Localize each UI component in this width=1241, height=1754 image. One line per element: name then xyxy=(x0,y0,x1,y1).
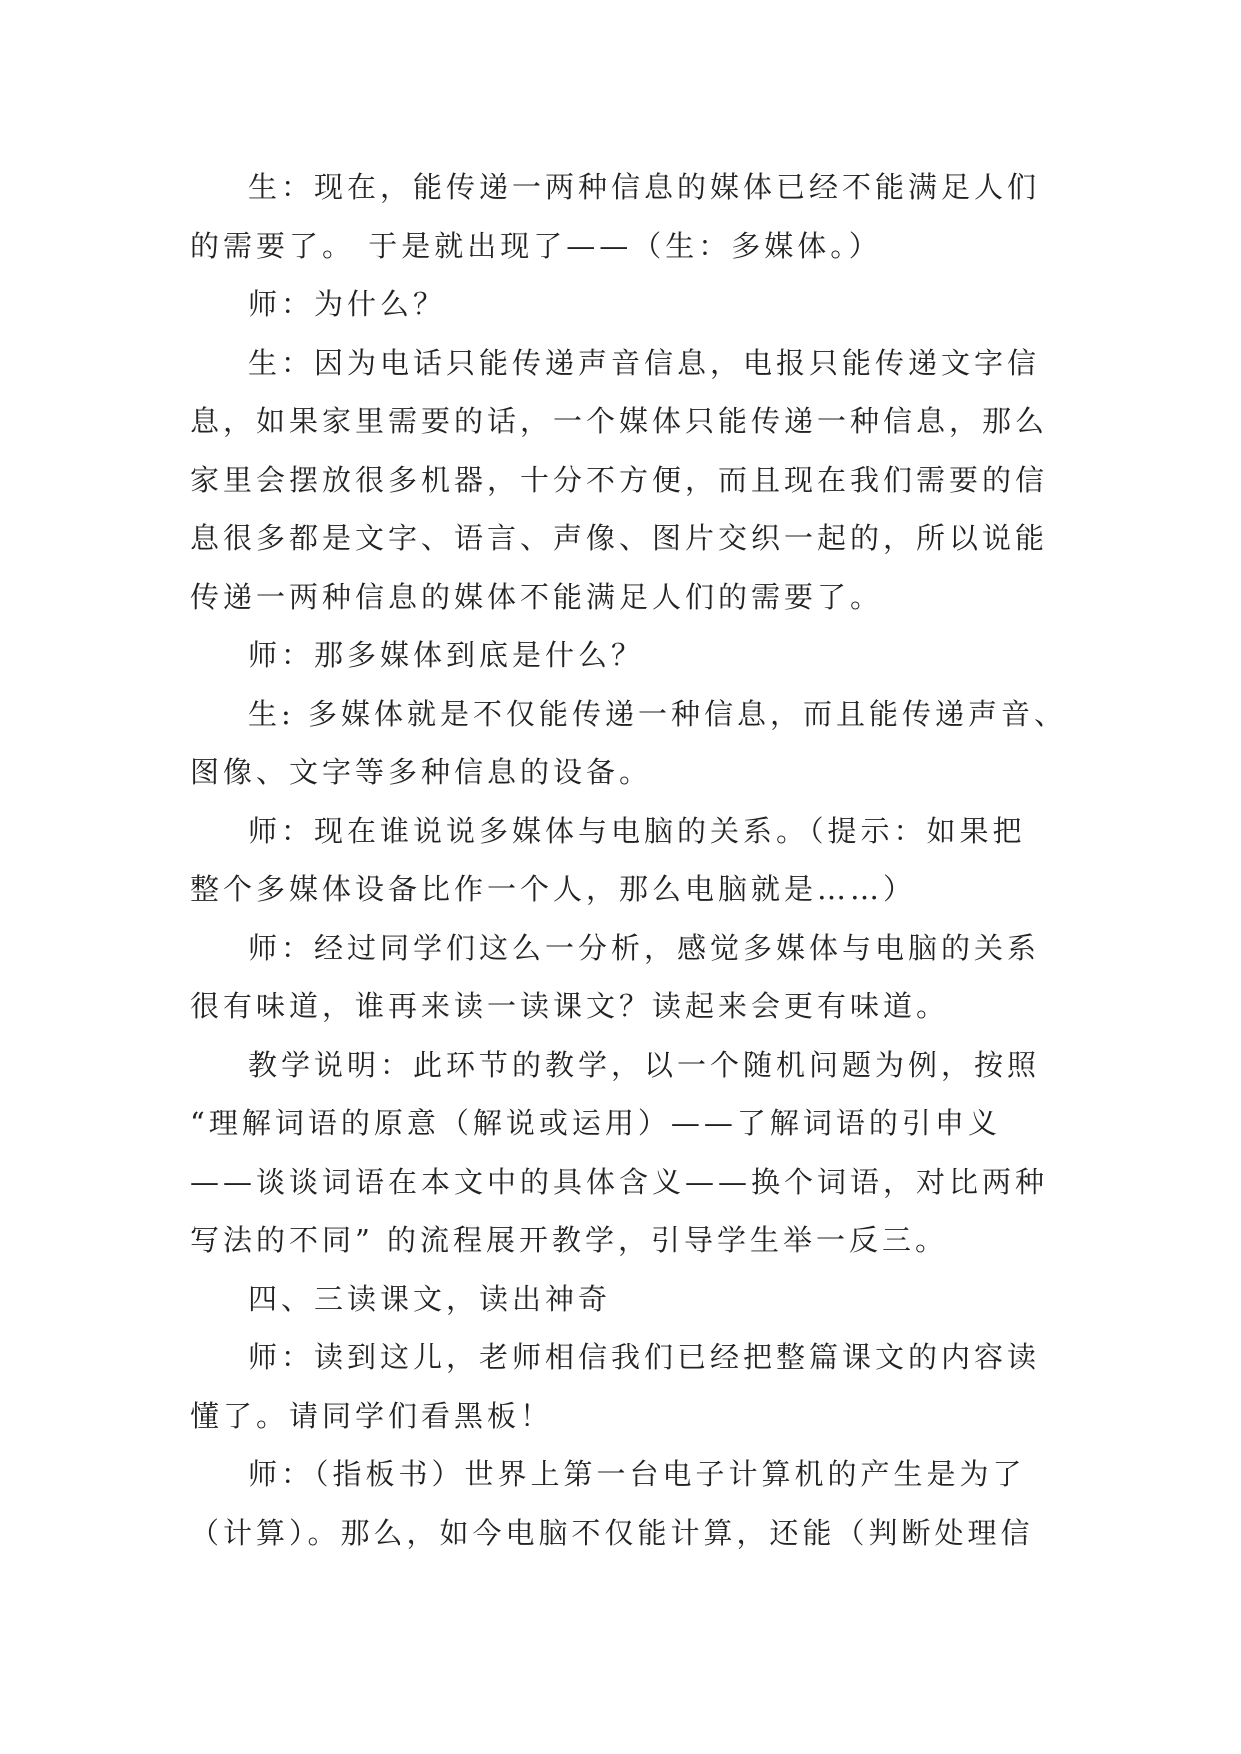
text-line: 息很多都是文字、语言、声像、图片交织一起的，所以说能 xyxy=(190,521,1049,555)
document-body xyxy=(190,158,1067,1562)
text-line: 生: 多媒体就是不仅能传递一种信息，而且能传递声音、 xyxy=(248,696,1067,731)
text-line: ——谈谈词语在本文中的具体含义——换个词语，对比两种 xyxy=(190,1164,1049,1199)
paragraph-teacher-board-notes xyxy=(190,1445,1050,1562)
text-line: 生：因为电话只能传递声音信息，电报只能传递文字信 xyxy=(248,345,1041,380)
text-line: 写法的不同” 的流程展开教学，引导学生举一反三。 xyxy=(190,1223,949,1257)
text-line: 的需要了。 于是就出现了——（生：多媒体。） xyxy=(190,228,882,263)
paragraph-student-multimedia-need xyxy=(190,158,1050,275)
text-line: 息，如果家里需要的话，一个媒体只能传递一种信息，那么 xyxy=(190,404,1049,438)
text-line: 师：（指板书）世界上第一台电子计算机的产生是为了 xyxy=(248,1457,1026,1491)
text-line: 师：为什么？ xyxy=(248,287,447,321)
text-line: 师：那多媒体到底是什么？ xyxy=(248,638,645,672)
text-line: 很有味道，谁再来读一读课文？读起来会更有味道。 xyxy=(190,989,950,1023)
paragraph-student-reason xyxy=(190,334,1050,627)
text-line: 四、三读课文，读出神奇 xyxy=(248,1281,612,1316)
text-line: 懂了。请同学们看黑板！ xyxy=(190,1398,554,1433)
text-line: 传递一两种信息的媒体不能满足人们的需要了。 xyxy=(190,579,884,614)
text-line: （计算）。那么，如今电脑不仅能计算，还能（判断处理信 xyxy=(190,1515,1034,1550)
text-line: 教学说明：此环节的教学，以一个随机问题为例，按照 xyxy=(248,1047,1041,1082)
text-line: 生：现在，能传递一两种信息的媒体已经不能满足人们 xyxy=(248,170,1041,204)
text-line: “理解词语的原意（解说或运用）——了解词语的引申义 xyxy=(190,1106,1001,1140)
paragraph-teacher-relationship xyxy=(190,802,1050,919)
paragraph-teacher-reread xyxy=(190,919,1050,1036)
paragraph-teacher-why xyxy=(190,275,1050,334)
paragraph-teacher-blackboard xyxy=(190,1328,1050,1445)
text-line: 图像、文字等多种信息的设备。 xyxy=(190,755,653,789)
text-line: 师：读到这儿，老师相信我们已经把整篇课文的内容读 xyxy=(248,1340,1041,1374)
paragraph-teacher-what-is-multimedia xyxy=(190,626,1050,685)
paragraph-teaching-notes xyxy=(190,1036,1050,1270)
paragraph-student-definition xyxy=(190,685,1067,802)
text-line: 家里会摆放很多机器，十分不方便，而且现在我们需要的信 xyxy=(190,462,1049,497)
section-heading xyxy=(190,1270,1050,1329)
text-line: 整个多媒体设备比作一个人，那么电脑就是……） xyxy=(190,872,917,906)
text-line: 师：现在谁说说多媒体与电脑的关系。（提示：如果把 xyxy=(248,813,1026,848)
text-line: 师：经过同学们这么一分析，感觉多媒体与电脑的关系 xyxy=(248,930,1041,965)
